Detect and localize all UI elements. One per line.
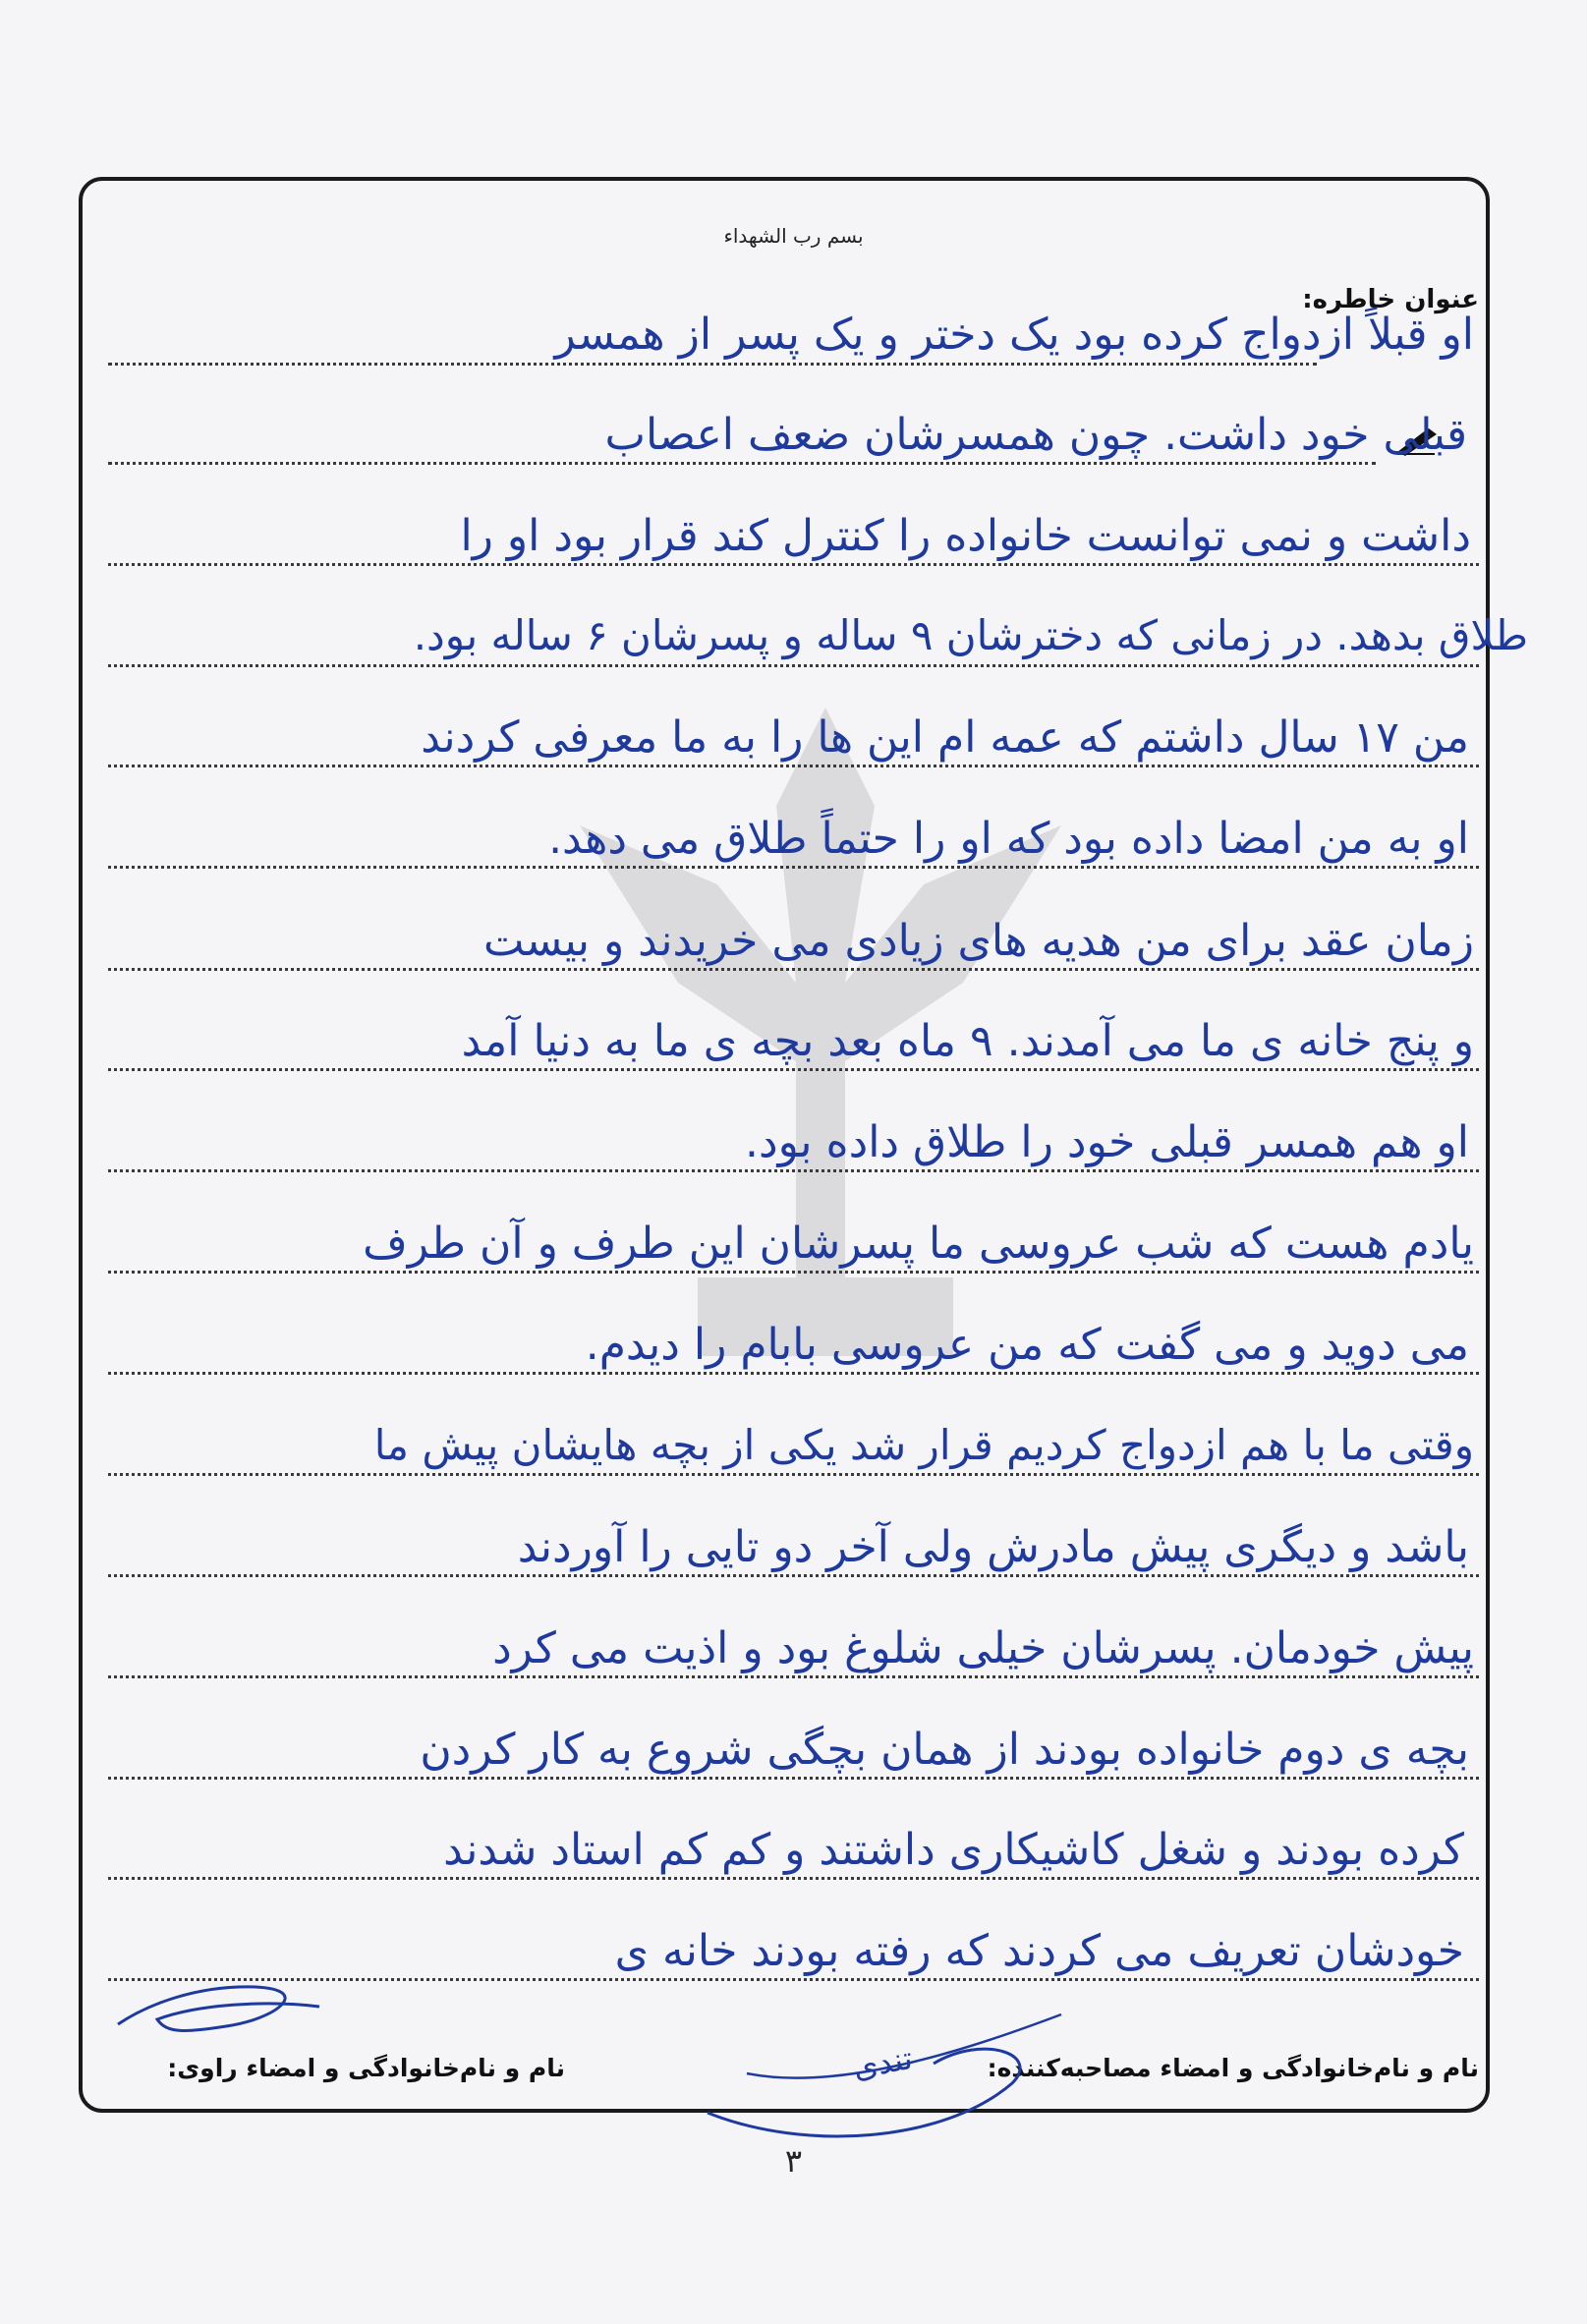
handwritten-line: خودشان تعریف می کردند که رفته بودند خانه ی — [614, 1926, 1464, 1976]
ruled-line — [108, 462, 1376, 465]
handwritten-line: می دوید و می گفت که من عروسی بابام را دیدم. — [585, 1320, 1469, 1370]
ruled-line — [108, 1877, 1479, 1880]
ruled-line — [108, 1068, 1479, 1071]
ruled-line — [108, 664, 1479, 667]
page-number: ۳ — [784, 2142, 803, 2180]
ruled-line — [108, 866, 1479, 869]
handwritten-line: داشت و نمی توانست خانواده را کنترل کند قرار بود او را — [460, 511, 1471, 561]
handwritten-line: او به من امضا داده بود که او را حتماً طلاق می دهد. — [548, 814, 1469, 864]
ruled-line — [108, 1574, 1479, 1577]
interviewer-signature-label: نام و نام‌خانوادگی و امضاء مصاحبه‌کننده: — [987, 2054, 1479, 2082]
ruled-line — [108, 363, 1317, 366]
handwritten-line: او قبلاً ازدواج کرده بود یک دختر و یک پسر از همسر — [554, 310, 1474, 360]
interviewer-signature-text: تندی — [850, 2039, 916, 2086]
handwritten-line: وقتی ما با هم ازدواج کردیم قرار شد یکی از بچه هایشان پیش ما — [373, 1421, 1474, 1469]
handwritten-line: باشد و دیگری پیش مادرش ولی آخر دو تایی را آوردند — [517, 1522, 1469, 1572]
handwritten-line: قبلی خود داشت. چون همسرشان ضعف اعصاب — [604, 410, 1467, 460]
narrator-signature — [108, 1965, 334, 2054]
handwritten-line: او هم همسر قبلی خود را طلاق داده بود. — [745, 1117, 1469, 1167]
page-header-basmala: بسم رب الشهداء — [723, 224, 864, 248]
ruled-line — [108, 563, 1479, 566]
ruled-line — [108, 1473, 1479, 1476]
ruled-line — [108, 765, 1479, 767]
handwritten-line: و پنج خانه ی ما می آمدند. ۹ ماه بعد بچه ی ما به دنیا آمد — [461, 1016, 1474, 1066]
handwritten-line: پیش خودمان. پسرشان خیلی شلوغ بود و اذیت می کرد — [492, 1623, 1474, 1673]
handwritten-line: یادم هست که شب عروسی ما پسرشان این طرف و آن طرف — [363, 1219, 1474, 1269]
narrator-signature-label: نام و نام‌خانوادگی و امضاء راوی: — [167, 2054, 565, 2082]
handwritten-line: زمان عقد برای من هدیه های زیادی می خریدند و بیست — [482, 916, 1474, 966]
ruled-line — [108, 1169, 1479, 1172]
ruled-line — [108, 1372, 1479, 1375]
title-label: عنوان خاطره: — [1302, 285, 1479, 314]
handwritten-line: بچه ی دوم خانواده بودند از همان بچگی شروع به کار کردن — [420, 1725, 1469, 1775]
ruled-line — [108, 1777, 1479, 1780]
handwritten-line: طلاق بدهد. در زمانی که دخترشان ۹ ساله و پسرشان ۶ ساله بود. — [413, 611, 1528, 659]
ruled-line — [108, 968, 1479, 971]
ruled-line — [108, 1271, 1479, 1274]
handwritten-line: من ۱۷ سال داشتم که عمه ام این ها را به ما معرفی کردند — [421, 712, 1469, 763]
ruled-line — [108, 1675, 1479, 1678]
handwritten-line: کرده بودند و شغل کاشیکاری داشتند و کم کم استاد شدند — [443, 1825, 1464, 1875]
